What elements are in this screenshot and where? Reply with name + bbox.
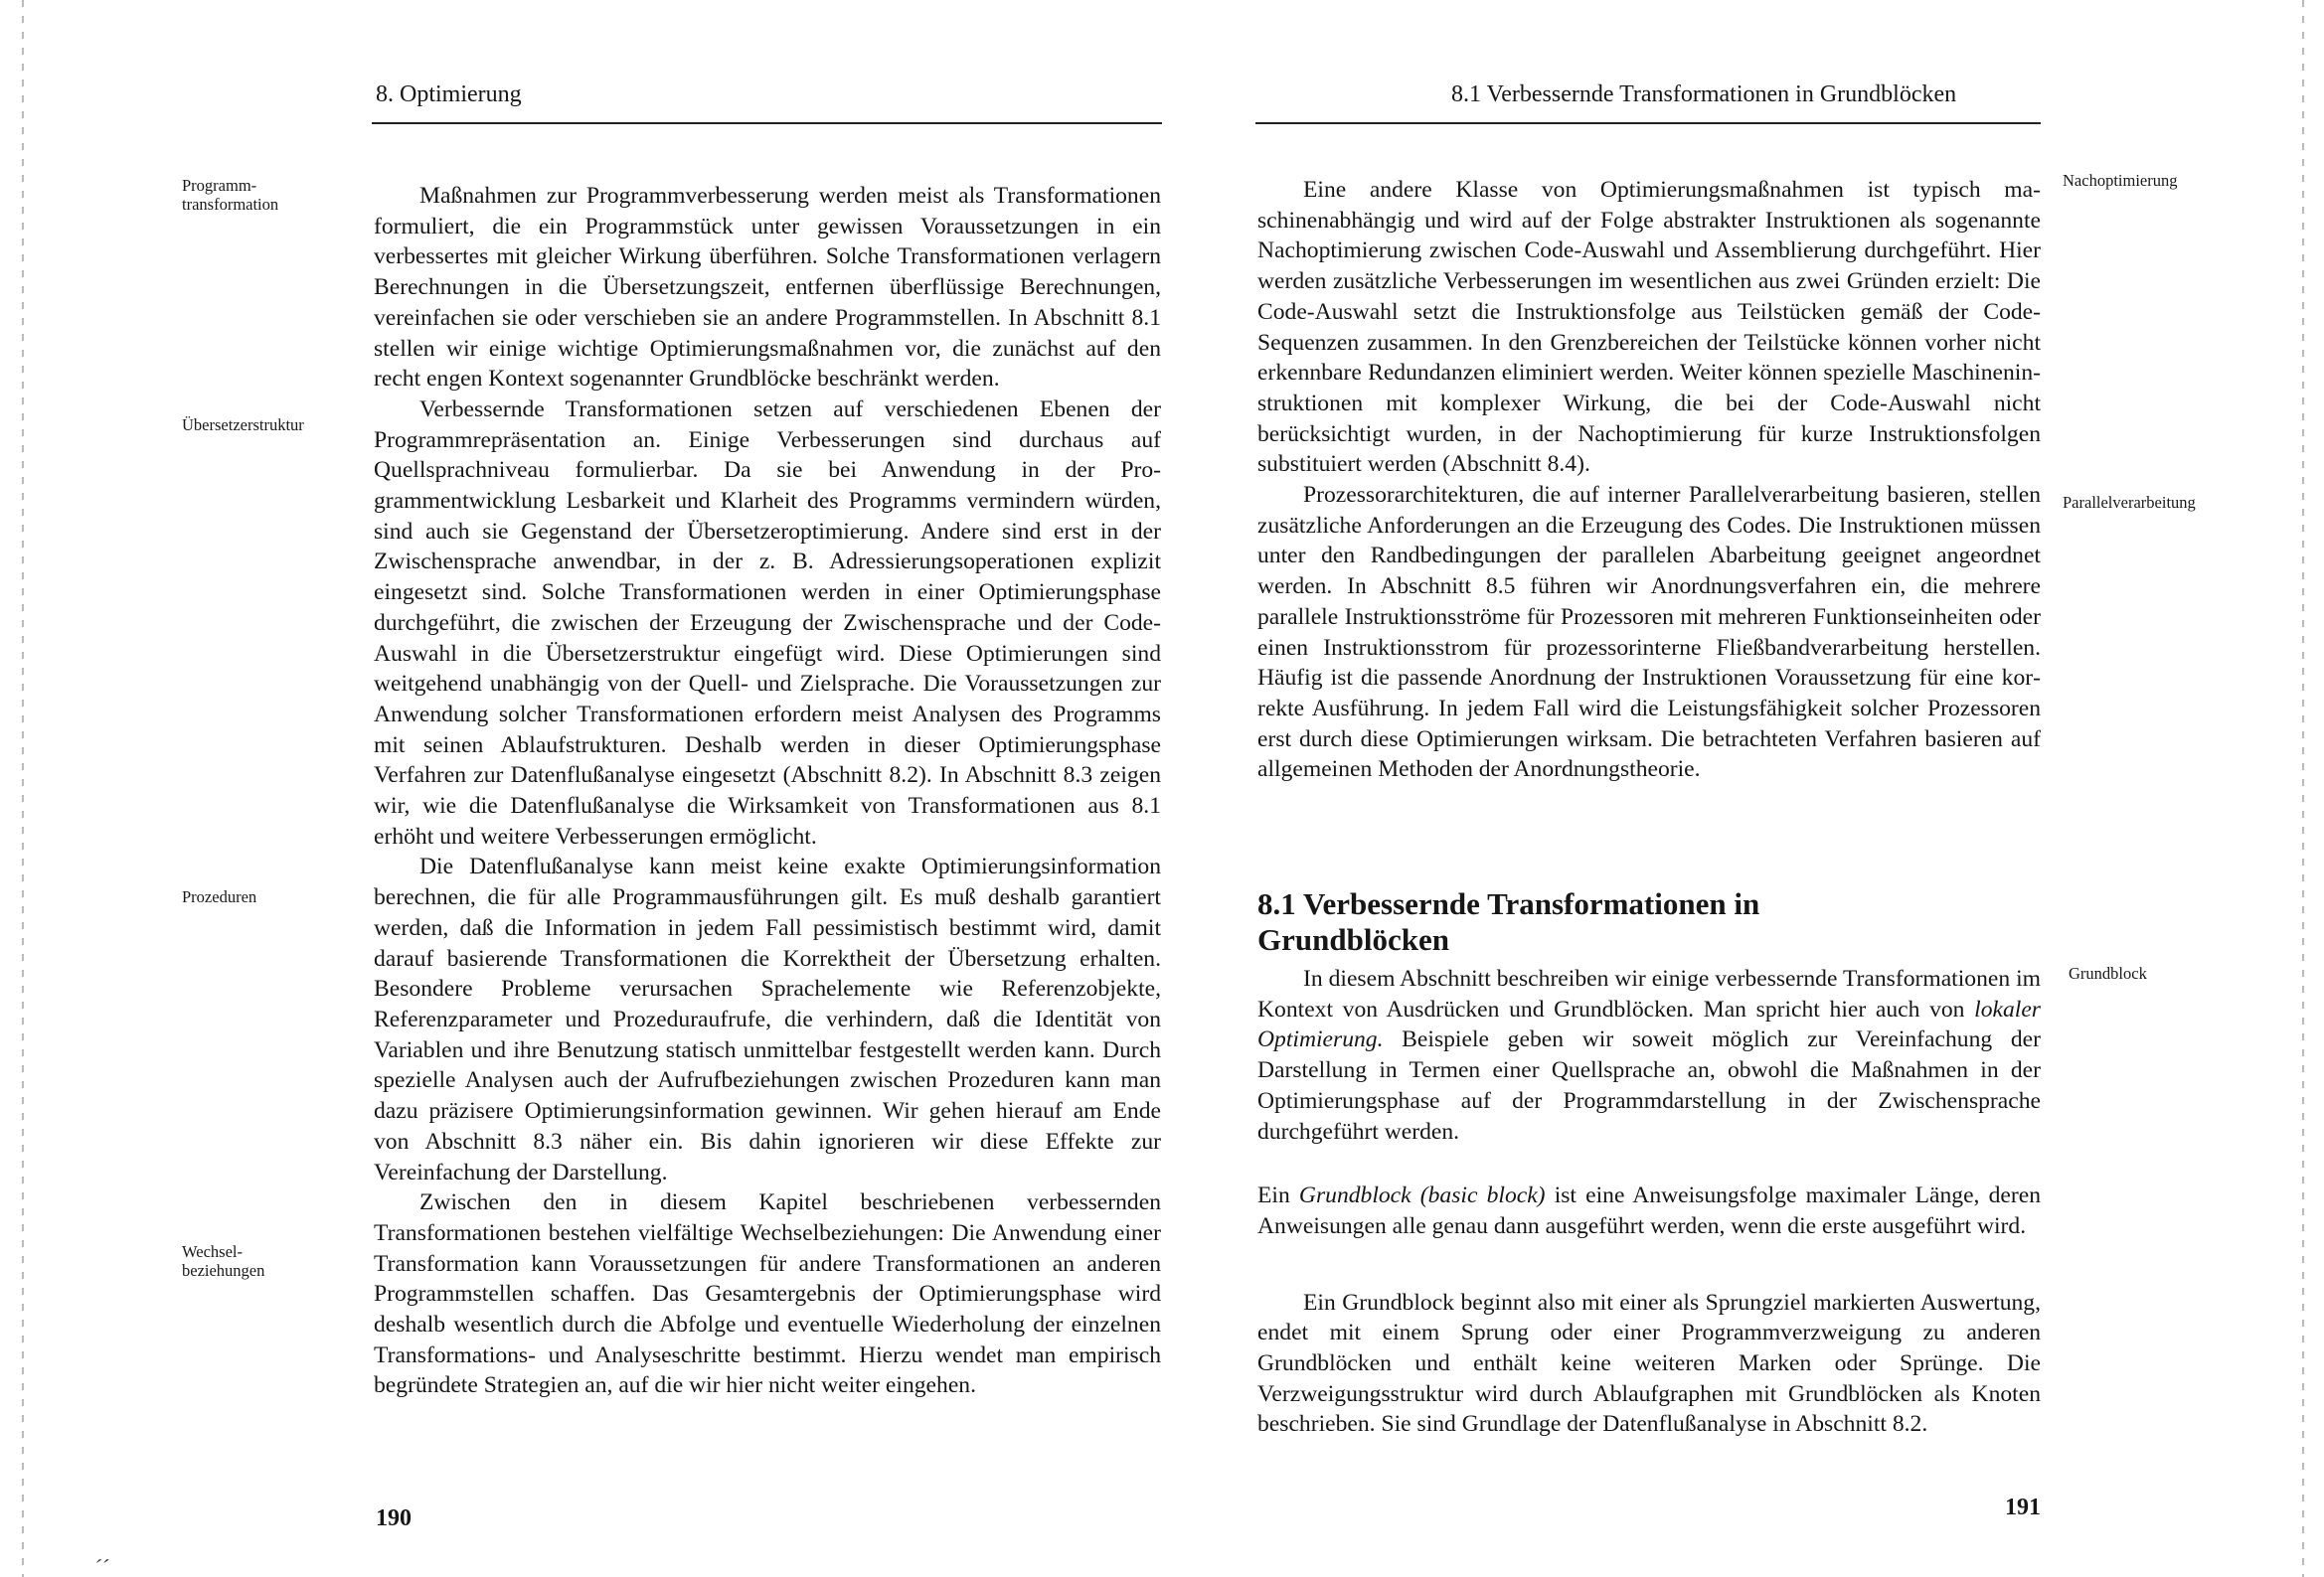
header-rule-right: [1255, 122, 2041, 124]
section-paragraph: [1257, 964, 2041, 1147]
paragraph: Verbessernde Transformationen setzen auf verschiedenen Ebenen der Programmrepräsentation an. Einige Verbesserungen sind durchaus auf Quellsprachniveau formulierbar. Da sie bei Anwendung in der Programmentwicklung Lesbarkeit und Klarheit des Programms vermindern würden, sind auch sie Gegenstand der Übersetzeroptimierung. Andere sind erst in der Zwischensprache anwendbar, in der z. B. Adressierungsoperationen explizit eingesetzt sind. Solche Transformationen werden in einer Optimierungsphase durchgeführt, die zwischen der Erzeugung der Zwischensprache und der Code-Auswahl in die Übersetzerstruktur eingefügt wird. Diese Optimierungen sind weitgehend unabhängig von der Quell- und Zielsprache. Die Voraussetzungen zur Anwendung solcher Transformationen erfordern meist Analysen des Programms mit seinen Ablaufstrukturen. Deshalb werden in dieser Optimierungsphase Verfahren zur Datenflußanalyse eingesetzt (Abschnitt 8.2). In Abschnitt 8.3 zeigen wir, wie die Datenflußanalyse die Wirksamkeit von Transformationen aus 8.1 erhöht und weitere Verbesserungen ermöglicht.: [374, 395, 1161, 850]
margin-note-wechselbeziehungen: Wechsel- beziehungen: [182, 1242, 265, 1280]
page-number-left: 190: [376, 1505, 412, 1531]
paragraph: Eine andere Klasse von Optimierungsmaßnahmen ist typisch maschinenabhängig und wird auf der Folge abstrakter Instruktionen als sogenannte Nachoptimierung zwischen Code-Auswahl und Assemblierung durchgeführt. Hier werden zusätzliche Verbesserungen im wesentlichen aus zwei Gründen erzielt: Die Code-Auswahl setzt die Instruktionsfolge aus Teilstücken gemäß der Code-Sequenzen zusammen. In den Grenzbereichen der Teilstücke können vorher nicht erkennbare Redundanzen eliminiert werden. Weiter können spezielle Maschineninstruktionen mit komplexer Wirkung, die bei der Code-Auswahl nicht berücksichtigt wurden, in der Nachoptimierung für kurze Instruktionsfolgen substituiert werden (Abschnitt 8.4).: [1257, 177, 2041, 478]
right-body-text-section: [1257, 964, 2041, 1440]
scan-mark: ˏˏ: [95, 1538, 110, 1563]
right-body-text-top: [1257, 175, 2041, 785]
text-run: Beispiele geben wir soweit möglich zur Vereinfachung der Darstellung in Termen einer Quellsprache an, obwohl die Maßnahmen in der Optimierungsphase auf der Programmdarstellung in der Zwischensprache durchgeführt werden.: [1257, 1026, 2041, 1145]
header-rule-left: [372, 122, 1162, 124]
running-head-left: 8. Optimierung: [376, 81, 522, 107]
margin-note-parallelverarbeitung: Parallelverarbeitung: [2063, 493, 2196, 512]
margin-note-prozeduren: Prozeduren: [182, 887, 257, 906]
margin-note-programmtransformation: Programm- transformation: [182, 176, 279, 214]
text-run: In diesem Abschnitt beschreiben wir einige verbessernde Transformationen im Kontext von Ausdrücken und Grundblöcken. Man spricht hier auch von: [1257, 966, 2041, 1023]
emphasis: lokaler Optimierung.: [1257, 996, 2041, 1053]
emphasis: Grundblock (basic block): [1298, 1183, 1546, 1209]
paragraph: Ein Grundblock beginnt also mit einer als Sprungziel markierten Auswertung, endet mit einem Sprung oder einer Programmverzweigung zu anderen Grundblöcken und enthält keine weiteren Marken oder Sprünge. Die Verzweigungsstruktur wird durch Ablaufgraphen mit Grundblöcken als Knoten beschrieben. Sie sind Grundlage der Datenflußanalyse in Abschnitt 8.2.: [1257, 1289, 2041, 1438]
running-head-right: 8.1 Verbessernde Transformationen in Grundblöcken: [1451, 81, 1957, 107]
definition-paragraph: [1257, 1181, 2041, 1241]
margin-note-nachoptimierung: Nachoptimierung: [2063, 171, 2178, 190]
margin-note-uebersetzerstruktur: Übersetzerstruktur: [182, 415, 304, 434]
paragraph: Die Datenflußanalyse kann meist keine exakte Optimierungsinformation berechnen, die für alle Programmausführungen gilt. Es muß deshalb garantiert werden, daß die Information in jedem Fall pessimistisch bestimmt wird, damit darauf basierende Transformationen die Korrektheit der Übersetzung erhalten. Besondere Probleme verursachen Sprachelemente wie Referenzobjekte, Referenzparameter und Prozeduraufrufe, die verhindern, daß die Identität von Variablen und ihre Benutzung statisch unmittelbar festgestellt werden kann. Durch spezielle Analysen auch der Aufrufbeziehungen zwischen Prozeduren kann man dazu präzisere Optimierungsinformation gewinnen. Wir gehen hierauf am Ende von Abschnitt 8.3 näher ein. Bis dahin ignorieren wir diese Effekte zur Vereinfachung der Darstellung.: [374, 854, 1161, 1185]
page-number-right: 191: [2005, 1495, 2041, 1520]
section-title: 8.1 Verbessernde Transformationen in Grundblöcken: [1257, 886, 1760, 957]
right-page: [1162, 0, 2324, 1577]
text-run: ist eine Anweisungsfolge maximaler Länge, deren Anweisungen alle genau dann ausgeführt werden, wenn die erste ausgeführt wird.: [1257, 1183, 2041, 1239]
margin-note-grundblock: Grundblock: [2069, 964, 2147, 983]
paragraph: Maßnahmen zur Programmverbesserung werden meist als Transformationen formuliert, die ein Programmstück unter gewissen Voraussetzungen in ein verbessertes mit gleicher Wirkung überführen. Solche Transformationen verlagern Berechnungen in die Übersetzungszeit, entfernen überflüssige Berechnungen, vereinfachen sie oder verschieben sie an andere Programmstellen. In Abschnitt 8.1 stellen wir einige wichtige Optimierungsmaßnahmen vor, die zunächst auf den recht engen Kontext sogenannter Grundblöcke beschränkt werden.: [374, 183, 1161, 393]
left-body-text: [374, 181, 1161, 1401]
paragraph: Zwischen den in diesem Kapitel beschriebenen verbessernden Transformationen bestehen vielfältige Wechselbeziehungen: Die Anwendung einer Transformation kann Voraussetzungen für andere Transformationen an anderen Programmstellen schaffen. Das Gesamtergebnis der Optimierungsphase wird deshalb wesentlich durch die Abfolge und eventuelle Wiederholung der einzelnen Transformations- und Analyseschritte bestimmt. Hierzu wendet man empirisch begründete Strategien an, auf die wir hier nicht weiter eingehen.: [374, 1189, 1161, 1399]
text-run: Ein: [1257, 1183, 1299, 1209]
paragraph: Prozessorarchitekturen, die auf interner Parallelverarbeitung basieren, stellen zusätzliche Anforderungen an die Erzeugung des Codes. Die Instruktionen müssen unter den Randbedingungen der parallelen Abarbeitung geeignet angeordnet werden. In Abschnitt 8.5 führen wir Anordnungsverfahren ein, die mehrere parallele Instruktionsströme für Prozessoren mit mehreren Funktionseinheiten oder einen Instruktionsstrom für prozessorinterne Fließbandverarbeitung herstellen. Häufig ist die passende Anordnung der Instruktionen Voraussetzung für eine korrekte Ausführung. In jedem Fall wird die Leistungsfähigkeit solcher Prozessoren erst durch diese Optimierungen wirksam. Die betrachteten Verfahren basieren auf allgemeinen Methoden der Anordnungstheorie.: [1257, 482, 2041, 783]
